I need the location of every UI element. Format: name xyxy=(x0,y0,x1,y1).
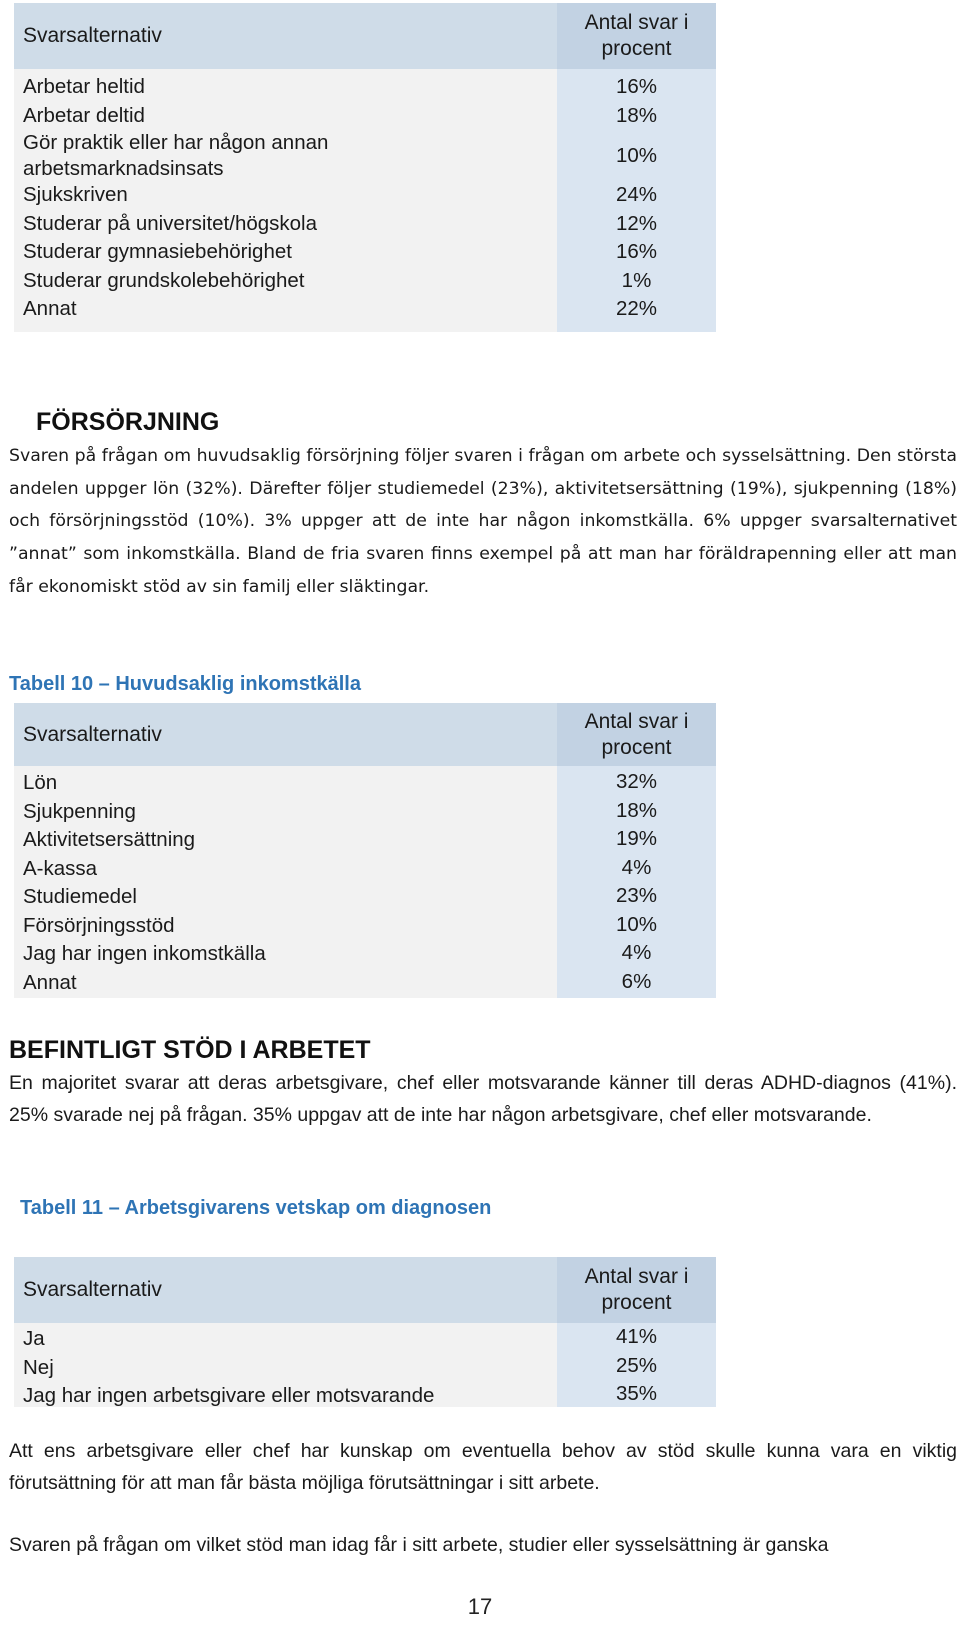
header-label: Svarsalternativ xyxy=(23,24,162,47)
paragraph-closing-1: Att ens arbetsgivare eller chef har kunskap om eventuella behov av stöd skulle kunna vara en viktig förutsättning för att man får bästa möjliga förutsättningar i sitt arbete. xyxy=(9,1440,957,1494)
table-row-label: Studerar på universitet/högskola xyxy=(23,211,318,235)
section-heading-forsorjning: FÖRSÖRJNING xyxy=(36,408,220,436)
table-row-label: Jag har ingen arbetsgivare eller motsvarande xyxy=(23,1384,435,1407)
table-header-option xyxy=(14,703,557,766)
table-row-label: Annat xyxy=(23,297,77,320)
header-label: Antal svar i procent xyxy=(584,709,689,759)
table-row-label: Arbetar heltid xyxy=(23,75,145,98)
table-row-value: 41% xyxy=(615,1325,658,1348)
table-header-option xyxy=(14,1257,557,1323)
header-label: Svarsalternativ xyxy=(23,722,162,746)
table-body-values xyxy=(557,69,716,332)
table-row-label: Annat xyxy=(23,970,77,994)
header-label: Svarsalternativ xyxy=(23,1278,162,1301)
table-row-value: 10% xyxy=(615,912,658,936)
table-income-source xyxy=(14,703,716,998)
table-header-percent xyxy=(557,703,716,766)
table-employer-knowledge xyxy=(14,1257,716,1407)
table-header-percent xyxy=(557,3,716,69)
paragraph-forsorjning: Svaren på frågan om huvudsaklig försörjning följer svaren i frågan om arbete och sysselsättning. Den största andelen uppger lön (32%). Därefter följer studiemedel (23%), aktivitetsersättning (19%), sjukpenning (18%) och försörjningsstöd (10%). 3% uppger att de inte har någon inkomstkälla. 6% uppger svarsalternativet ”annat” som inkomstkälla. Bland de fria svaren finns exempel på att man har föräldrapenning eller att man får ekonomiskt stöd av sin familj eller släktingar. xyxy=(9,446,957,597)
table-body-labels xyxy=(14,1323,557,1407)
table-row-value: 32% xyxy=(615,770,658,793)
table-row-label: Gör praktik eller har någon annan arbetsmarknadsinsats xyxy=(23,131,329,180)
section-heading-stod: BEFINTLIGT STÖD I ARBETET xyxy=(9,1036,371,1064)
table-row-value: 16% xyxy=(615,240,658,263)
table-row-label: Sjukskriven xyxy=(23,183,128,206)
table-header-percent xyxy=(557,1257,716,1323)
table-row-label: Försörjningsstöd xyxy=(23,913,175,937)
table-row-value: 23% xyxy=(615,884,658,907)
table-row-label: Arbetar deltid xyxy=(23,103,145,127)
table-row-value: 16% xyxy=(615,75,658,98)
header-label: Antal svar i procent xyxy=(584,1265,689,1314)
table-body-labels xyxy=(14,69,557,332)
header-label: Antal svar i procent xyxy=(584,11,689,60)
table-row-value: 12% xyxy=(615,211,658,235)
table-row-value: 18% xyxy=(615,103,658,127)
page-number: 17 xyxy=(467,1594,493,1619)
table-row-value: 1% xyxy=(621,268,652,292)
table-row-value: 25% xyxy=(615,1353,658,1377)
table-row-label: Jag har ingen inkomstkälla xyxy=(23,942,266,965)
paragraph-closing-2: Svaren på frågan om vilket stöd man idag får i sitt arbete, studier eller sysselsättning är ganska xyxy=(9,1534,829,1556)
table-row-value: 35% xyxy=(615,1382,658,1405)
table-header-option xyxy=(14,3,557,69)
table-body-values xyxy=(557,1323,716,1407)
table-employment xyxy=(14,3,716,332)
table-row-label: Lön xyxy=(23,771,58,794)
table-row-value: 19% xyxy=(615,827,658,850)
table-row-label: Ja xyxy=(23,1327,45,1350)
table-row-value: 18% xyxy=(615,798,658,822)
table-row-label: Sjukpenning xyxy=(23,799,136,823)
paragraph-stod: En majoritet svarar att deras arbetsgivare, chef eller motsvarande känner till deras ADHD-diagnos (41%). 25% svarade nej på frågan. 35% uppgav att de inte har någon arbetsgivare, chef eller motsvarande. xyxy=(9,1072,957,1126)
table-row-label: Studiemedel xyxy=(23,885,137,908)
table-row-label: Nej xyxy=(23,1355,54,1379)
table-row-label: Aktivitetsersättning xyxy=(23,828,196,851)
table-row-label: Studerar gymnasiebehörighet xyxy=(23,240,292,263)
table-row-label: A-kassa xyxy=(23,856,98,880)
table-row-value: 10% xyxy=(615,144,658,167)
table-caption-10: Tabell 10 – Huvudsaklig inkomstkälla xyxy=(9,673,361,695)
table-row-label: Studerar grundskolebehörighet xyxy=(23,268,305,292)
table-row-value: 22% xyxy=(615,297,658,320)
table-row-value: 6% xyxy=(621,969,652,993)
table-row-value: 4% xyxy=(621,941,652,964)
table-body-values xyxy=(557,766,716,998)
table-body-labels xyxy=(14,766,557,998)
table-row-value: 24% xyxy=(615,183,658,206)
table-caption-11: Tabell 11 – Arbetsgivarens vetskap om diagnosen xyxy=(20,1197,492,1219)
table-row-value: 4% xyxy=(621,855,652,879)
